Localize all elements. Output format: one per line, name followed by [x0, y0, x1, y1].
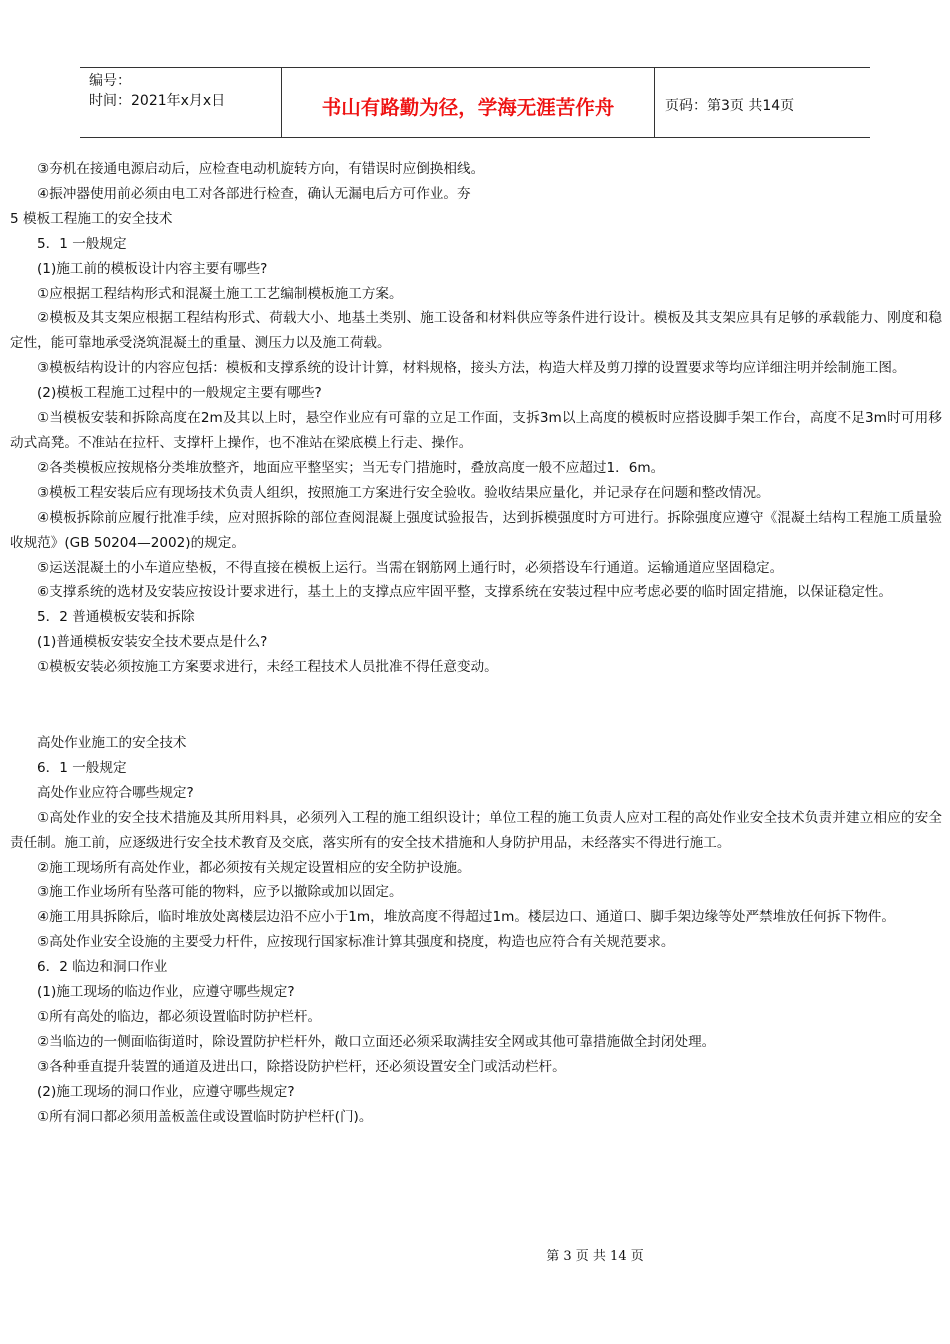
- body-paragraph: ③模板工程安装后应有现场技术负责人组织，按照施工方案进行安全验收。验收结果应量化，并记录存在问题和整改情况。: [37, 484, 770, 501]
- body-paragraph: 5．1 一般规定: [37, 235, 127, 252]
- document-date: 时间：2021年x月x日: [89, 93, 226, 109]
- page-header: [80, 67, 870, 138]
- body-paragraph: 5 模板工程施工的安全技术: [10, 210, 173, 227]
- body-paragraph: (2)模板工程施工过程中的一般规定主要有哪些?: [37, 385, 322, 402]
- body-paragraph: 高处作业施工的安全技术: [37, 735, 187, 752]
- body-paragraph: ①所有高处的临边，都必须设置临时防护栏杆。: [37, 1009, 322, 1025]
- footer-page-number: 第 3 页 共 14 页: [546, 1249, 644, 1264]
- body-paragraph: ①所有洞口都必须用盖板盖住或设置临时防护栏杆(门)。: [37, 1108, 373, 1125]
- body-paragraph: ②各类模板应按规格分类堆放整齐，地面应平整坚实；当无专门措施时，叠放高度一般不应超过1．6m。: [37, 459, 665, 476]
- body-paragraph: ①高处作业的安全技术措施及其所用料具，必须列入工程的施工组织设计；单位工程的施工负责人应对工程的高处作业安全技术负责并建立相应的安全责任制。施工前，应逐级进行安全技术教育及交底，落实所有的安全技术措施和人身防护用品，未经落实不得进行施工。: [10, 809, 942, 851]
- body-paragraph: ①模板安装必须按施工方案要求进行，未经工程技术人员批准不得任意变动。: [37, 659, 498, 676]
- header-motto: 书山有路勤为径，学海无涯苦作舟: [281, 68, 655, 137]
- body-paragraph: ②施工现场所有高处作业，都必须按有关规定设置相应的安全防护设施。: [37, 859, 471, 876]
- body-paragraph: ②当临边的一侧面临街道时，除设置防护栏杆外，敞口立面还必须采取满挂安全网或其他可靠措施做全封闭处理。: [37, 1033, 716, 1050]
- header-page-info: 页码：第3页 共14页: [665, 97, 795, 114]
- document-number-label: 编号：: [89, 73, 131, 89]
- body-paragraph: 6．1 一般规定: [37, 759, 127, 776]
- body-paragraph: ④振冲器使用前必须由电工对各部进行检查，确认无漏电后方可作业。夯: [37, 185, 471, 202]
- body-paragraph: (2)施工现场的洞口作业，应遵守哪些规定?: [37, 1083, 295, 1100]
- body-paragraph: ③模板结构设计的内容应包括：模板和支撑系统的设计计算，材料规格，接头方法，构造大样及剪刀撑的设置要求等均应详细注明并绘制施工图。: [37, 360, 906, 377]
- body-paragraph: (1)施工现场的临边作业，应遵守哪些规定?: [37, 984, 295, 1001]
- body-paragraph: (1)普通模板安装安全技术要点是什么?: [37, 634, 268, 651]
- body-paragraph: ③夯机在接通电源启动后，应检查电动机旋转方向，有错误时应倒换相线。: [37, 161, 485, 177]
- body-paragraph: ③施工作业场所有坠落可能的物料，应予以撤除或加以固定。: [37, 884, 403, 901]
- body-paragraph: 5．2 普通模板安装和拆除: [37, 609, 195, 626]
- section-gap: [10, 680, 942, 731]
- body-paragraph: ⑥支撑系统的选材及安装应按设计要求进行，基土上的支撑点应牢固平整，支撑系统在安装过程中应考虑必要的临时固定措施，以保证稳定性。: [37, 584, 892, 601]
- body-paragraph: ②模板及其支架应根据工程结构形式、荷载大小、地基土类别、施工设备和材料供应等条件进行设计。模板及其支架应具有足够的承载能力、刚度和稳定性，能可靠地承受浇筑混凝土的重量、测压力以及施工荷载。: [10, 310, 942, 352]
- body-paragraph: ③各种垂直提升装置的通道及进出口，除搭设防护栏杆，还必须设置安全门或活动栏杆。: [37, 1058, 566, 1075]
- body-paragraph: ④模板拆除前应履行批准手续，应对照拆除的部位查阅混凝上强度试验报告，达到拆模强度时方可进行。拆除强度应遵守《混凝土结构工程施工质量验收规范》(GB 50204—2002)的规定。: [10, 509, 942, 551]
- body-paragraph: ④施工用具拆除后，临时堆放处离楼层边沿不应小于1m，堆放高度不得超过1m。楼层边口、通道口、脚手架边缘等处严禁堆放任何拆下物件。: [37, 909, 895, 926]
- body-paragraph: ①当模板安装和拆除高度在2m及其以上时，悬空作业应有可靠的立足工作面，支拆3m以上高度的模板时应搭设脚手架工作台，高度不足3m时可用移动式高凳。不准站在拉杆、支撑杆上操作，也不准站在梁底模上行走、操作。: [10, 410, 942, 451]
- page-footer: [0, 1245, 950, 1264]
- body-section-1: [10, 157, 942, 680]
- document-body: [10, 157, 942, 1130]
- body-paragraph: ⑤高处作业安全设施的主要受力杆件，应按现行国家标准计算其强度和挠度，构造也应符合有关规范要求。: [37, 934, 675, 951]
- body-paragraph: (1)施工前的模板设计内容主要有哪些?: [37, 260, 268, 277]
- body-paragraph: 高处作业应符合哪些规定?: [37, 784, 194, 801]
- header-meta: [80, 68, 281, 137]
- body-paragraph: ①应根据工程结构形式和混凝土施工工艺编制模板施工方案。: [37, 285, 403, 302]
- body-paragraph: 6．2 临边和洞口作业: [37, 959, 168, 976]
- body-paragraph: ⑤运送混凝土的小车道应垫板，不得直接在模板上运行。当需在钢筋网上通行时，必须搭设车行通道。运输通道应坚固稳定。: [37, 559, 784, 576]
- body-section-2: [10, 731, 942, 1130]
